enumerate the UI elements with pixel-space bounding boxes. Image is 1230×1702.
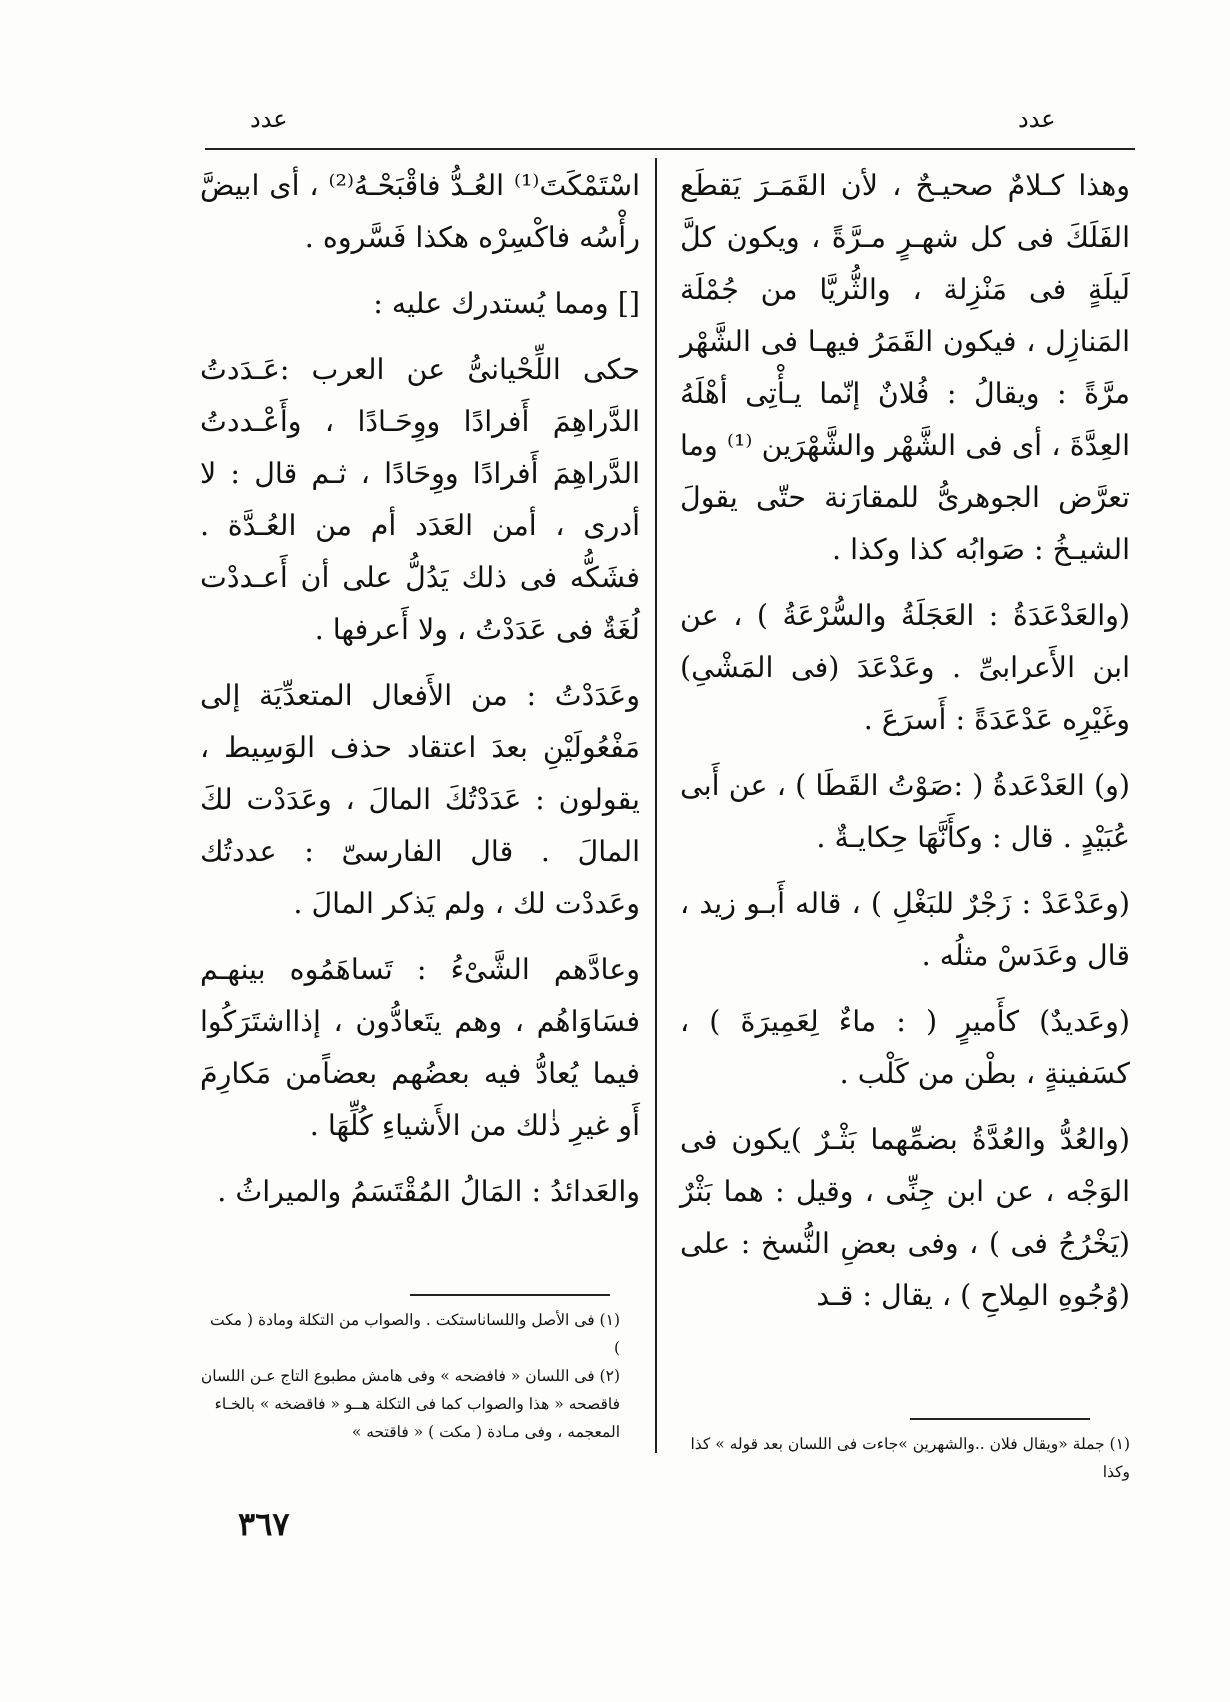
paragraph: (و) العَدْعَدةُ ( :صَوْتُ القَطَا ) ، عن أَبى عُبَيْدٍ . قال : وكأَنَّهَا حِكايـةٌ . (680, 769, 1130, 854)
running-header-right: عدد (1018, 105, 1056, 133)
paragraph: وعَدَدْتُ : من الأَفعال المتعدِّيَة إلى مَفْعُولَيْنِ بعدَ اعتقاد حذف الوَسِيط ، يقولون : عَدَدْتُكَ المالَ ، وعَدَدْت لكَ المالَ . قال الفارسىّ : عددتُك وعَددْت لك ، ولم يَذكر المالَ . (200, 679, 640, 920)
paragraph: حكى اللِّحْيانىُّ عن العرب :عَـدَدتُ الدَّراهِمَ أَفرادًا ووِحَـادًا ، وأَعْـددتُ الدَّراهِمَ أَفرادًا ووِحَادًا ، ثـم قال : لا أدرى ، أمن العَدَد أم من العُـدَّة . فشَكُّه فى ذلك يَدُلُّ على أن أَعـددْت لُغَةٌ فى عَدَدْتُ ، ولا أَعرفها . (200, 353, 640, 646)
page-number: ٣٦٧ (238, 1505, 290, 1543)
footnote: (١) فى الأصل واللساناستكت . والصواب من التكلة ومادة ( مكت ) (209, 1311, 620, 1357)
footnote-rule-right (910, 1418, 1090, 1420)
footnote: (٢) فى اللسان « فافضحه » وفى هامش مطبوع التاج عـن اللسان فاقصحه « هذا والصواب كما فى التكلة هــو « فاقضخه » بالخـاء المعجمه ، وفى مـادة ( مكت ) « فاقتحه » (200, 1367, 620, 1441)
right-column (680, 160, 1130, 1336)
paragraph: اسْتَمْكَتَ⁽¹⁾ العُـدُّ فاقْبَحْـهُ⁽²⁾ ، أى ابيضَّ رأْسُه فاكْسِرْه هكذا فَسَّروه . (200, 169, 641, 254)
footnote-rule-left (410, 1294, 610, 1296)
footnote: (١) جملة «ويقال فلان ..والشهرين »جاءت فى اللسان بعد قوله » كذا وكذا (690, 1435, 1130, 1481)
footnotes-right (680, 1430, 1130, 1486)
column-divider (655, 158, 657, 1453)
paragraph: وهذا كـلامٌ صحيـحٌ ، لأن القَمَـرَ يَقطَع الفَلَكَ فى كل شهـرٍ مـرَّةً ، ويكون كلَّ لَيلَةٍ فى مَنْزِلة ، والثُّريَّا من جُمْلَة المَنازِل ، فيكون القَمَرُ فيهـا فى الشَّهْر مرَّةً : ويقالُ : فُلانٌ إنّما يـأْتِى أهْلَهُ العِدَّةَ ، أى فى الشَّهْر والشَّهْرَين ⁽¹⁾ وما تعرَّض الجوهرىُّ للمقارَنة حتّى يقولَ الشيـخُ : صَوابُه كذا وكذا . (680, 169, 1130, 566)
left-column (200, 160, 640, 1232)
paragraph: وعادَّهم الشَّىْءُ : تَساهَمُوه بينهـم فسَاوَاهُم ، وهم يتَعادُّون ، إذااشتَرَكُوا فيما يُعادُّ فيه بعضُهم بعضاًمن مَكارِمَ أَو غيرِ ذٰلك من الأَشياءِ كُلِّهَا . (200, 953, 640, 1142)
paragraph: (وعَدْعَدْ : زَجْرٌ للبَغْلِ ) ، قاله أَبـو زيد ، قال وعَدَسْ مثلُه . (680, 887, 1130, 972)
paragraph: [] ومما يُستدرك عليه : (373, 287, 640, 320)
paragraph: (وعَديدٌ) كأَميرٍ ( : ماءٌ لِعَمِيرَةَ ) ، كسَفينةٍ ، بطْن من كَلْب . (680, 1005, 1130, 1090)
paragraph: والعَدائدُ : المَالُ المُقْتَسَمُ والميراثُ . (217, 1175, 640, 1208)
footnotes-left (200, 1306, 620, 1446)
header-rule (205, 148, 1135, 150)
paragraph: (والعَدْعَدَةُ : العَجَلَةُ والسُّرْعَةُ ) ، عن ابن الأَعرابىِّ . وعَدْعَدَ (فى المَشْىِ) وغَيْرِه عَدْعَدَةً : أَسرَعَ . (680, 599, 1130, 736)
running-header-left: عدد (250, 105, 288, 133)
paragraph: (والعُدُّ والعُدَّةُ بضمِّهما بَثْـرٌ )يكون فى الوَجْه ، عن ابن جِنِّى ، وقيل : هما بَثْرٌ (يَخْرُجُ فى ) ، وفى بعضِ النُّسخ : على (وُجُوهِ المِلاحِ ) ، يقال : قـد (680, 1123, 1130, 1312)
